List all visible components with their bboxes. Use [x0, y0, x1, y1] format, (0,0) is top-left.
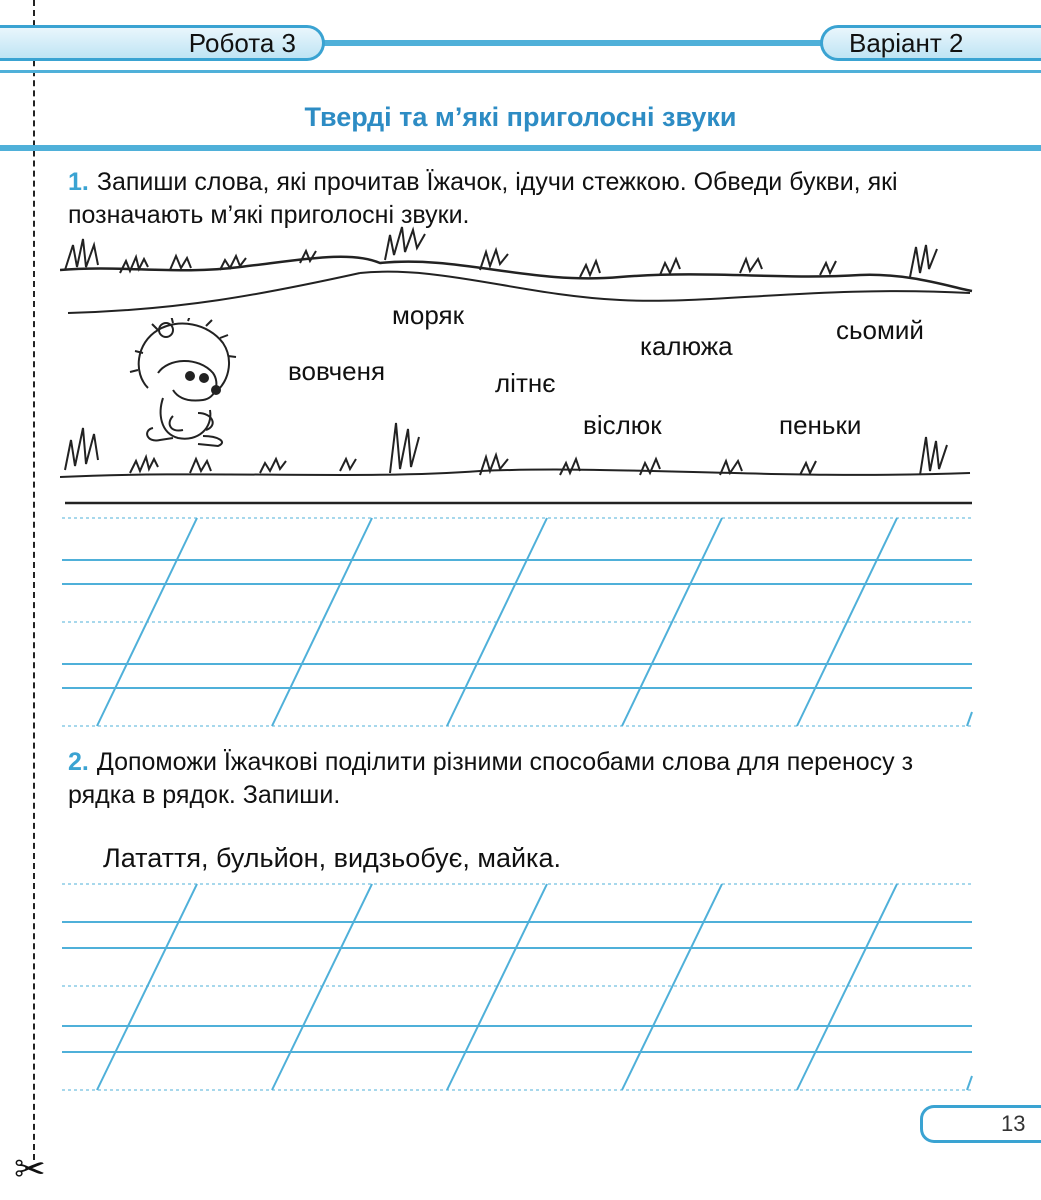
path-word: пеньки [779, 410, 862, 440]
writing-lines-2[interactable] [62, 878, 974, 1096]
writing-lines-1[interactable] [62, 512, 974, 730]
task-2-words: Латаття, бульйон, видзьобує, майка. [103, 843, 561, 873]
task-1-number: 1. [68, 168, 89, 196]
path-word: сьомий [836, 315, 924, 345]
path-word: віслюк [583, 410, 662, 440]
topic-title: Тверді та м’які приголосні звуки [304, 102, 737, 132]
hedgehog-illustration [128, 318, 243, 448]
work-label-pill [0, 25, 325, 61]
task-1-text: Запиши слова, які прочитав Їжачок, ідучи стежкою. Обведи букви, які позначають м’які приголосні звуки. [68, 168, 898, 229]
path-word: вовченя [288, 356, 386, 386]
variant-label: Варіант 2 [849, 27, 964, 58]
work-label: Робота 3 [188, 27, 296, 58]
task-2-number: 2. [68, 748, 89, 776]
scissors-icon: ✂ [14, 1147, 46, 1191]
cut-line [33, 0, 35, 1160]
topic-band [0, 145, 1041, 151]
path-word: калюжа [640, 331, 733, 361]
task-1 [68, 166, 978, 232]
page-number-badge [920, 1105, 1041, 1143]
task-2 [68, 746, 978, 812]
path-word: моряк [392, 300, 464, 330]
variant-label-pill [820, 25, 1041, 61]
task-2-text: Допоможи Їжачкові поділити різними способами слова для переносу з рядка в рядок. Запиши. [68, 748, 914, 809]
page-number: 13 [1001, 1111, 1026, 1136]
path-word: літнє [495, 368, 556, 398]
header-band-lower [0, 70, 1041, 73]
